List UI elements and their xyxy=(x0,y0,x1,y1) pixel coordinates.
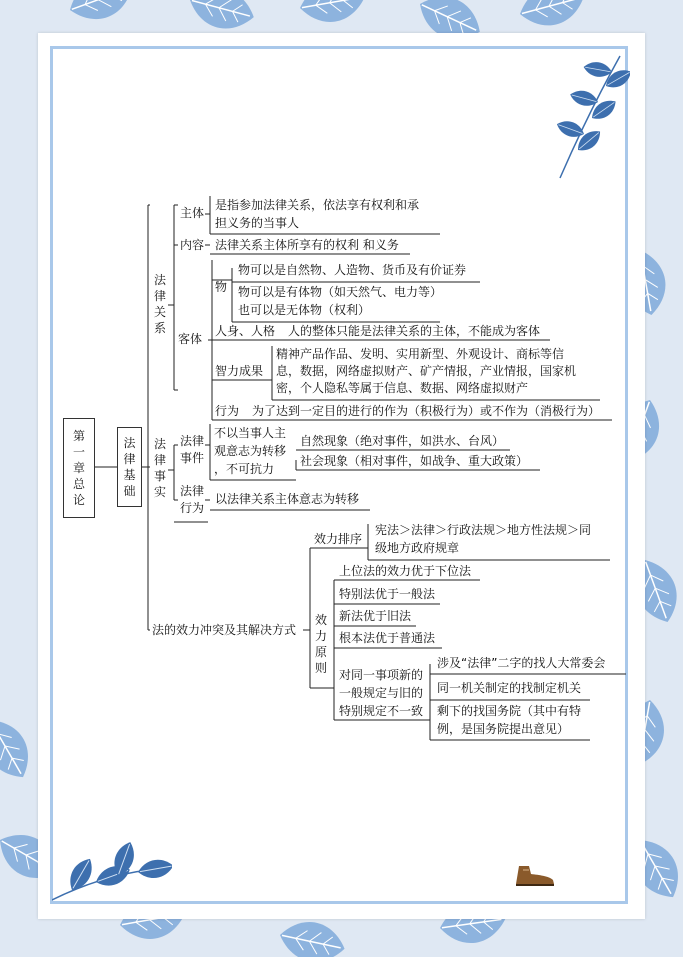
subject-label: 主体 xyxy=(180,206,205,220)
principle-superior: 上位法的效力优于下位法 xyxy=(339,564,472,578)
act-label: 法律行为 xyxy=(179,484,204,515)
intellect-label: 智力成果 xyxy=(215,364,264,378)
intellect-text-line1: 精神产品作品、发明、实用新型、外观设计、商标等信 xyxy=(276,347,565,361)
thing-text-line2: 物可以是有体物（如天然气、电力等） xyxy=(238,285,443,299)
thing-text-line1: 物可以是自然物、人造物、货币及有价证券 xyxy=(238,263,467,277)
basis-title: 法律基础 xyxy=(123,436,136,498)
event-desc-line3: ，不可抗力 xyxy=(214,462,275,476)
content-label: 内容 xyxy=(180,238,205,252)
event-social: 社会现象（相对事件，如战争、重大政策） xyxy=(300,454,529,468)
intellect-text-line3: 密，个人隐私等属于信息、数据、网络虚拟财产 xyxy=(276,381,529,395)
action-label: 行为 xyxy=(215,404,240,418)
conflict-label: 法的效力冲突及其解决方式 xyxy=(152,623,297,637)
principle-special: 特别法优于一般法 xyxy=(339,587,436,601)
same-line1: 对同一事项新的 xyxy=(339,668,424,682)
event-desc-line1: 不以当事人主 xyxy=(214,426,287,440)
same-organ: 同一机关制定的找制定机关 xyxy=(437,681,582,695)
person-label: 人身、人格 xyxy=(215,324,276,338)
ranking-text-line2: 级地方政府规章 xyxy=(375,541,460,555)
basis-box xyxy=(117,427,142,507)
thing-text-line3: 也可以是无体物（权利） xyxy=(238,303,371,317)
event-label: 法律事件 xyxy=(179,434,204,465)
object-label: 客体 xyxy=(178,332,203,346)
event-natural: 自然现象（绝对事件，如洪水、台风） xyxy=(300,434,505,448)
blue-leaf-icon xyxy=(52,840,172,906)
blue-leaf-icon xyxy=(540,52,630,182)
same-line2: 一般规定与旧的 xyxy=(339,686,424,700)
principles-label: 效力原则 xyxy=(314,613,327,675)
ranking-label: 效力排序 xyxy=(314,532,363,546)
chapter-title: 第一章总论 xyxy=(72,429,85,507)
act-text: 以法律关系主体意志为转移 xyxy=(215,492,360,506)
event-desc-line2: 观意志为转移 xyxy=(214,444,287,458)
same-line3: 特别规定不一致 xyxy=(339,704,424,718)
shoe-icon xyxy=(513,862,557,888)
content-text: 法律关系主体所享有的权利 和义务 xyxy=(215,238,399,252)
action-text: 为了达到一定目的进行的作为（积极行为）或不作为（消极行为） xyxy=(252,404,601,418)
same-rest-line2: 例，是国务院提出意见） xyxy=(437,722,570,736)
fact-label: 法律事实 xyxy=(153,437,166,499)
relation-label: 法律关系 xyxy=(153,273,166,335)
principle-new: 新法优于旧法 xyxy=(339,609,412,623)
subject-text-line2: 担义务的当事人 xyxy=(215,216,300,230)
thing-label: 物 xyxy=(215,280,228,294)
same-rest-line1: 剩下的找国务院（其中有特 xyxy=(437,704,582,718)
chapter-box xyxy=(63,418,95,518)
person-text: 人的整体只能是法律关系的主体，不能成为客体 xyxy=(288,324,541,338)
ranking-text-line1: 宪法＞法律＞行政法规＞地方性法规＞同 xyxy=(375,523,592,537)
same-law: 涉及“法律”二字的找人大常委会 xyxy=(437,656,606,670)
intellect-text-line2: 息，数据，网络虚拟财产、矿产情报，产业情报，国家机 xyxy=(276,364,577,378)
principle-root: 根本法优于普通法 xyxy=(339,631,436,645)
subject-text-line1: 是指参加法律关系，依法享有权利和承 xyxy=(215,198,420,212)
